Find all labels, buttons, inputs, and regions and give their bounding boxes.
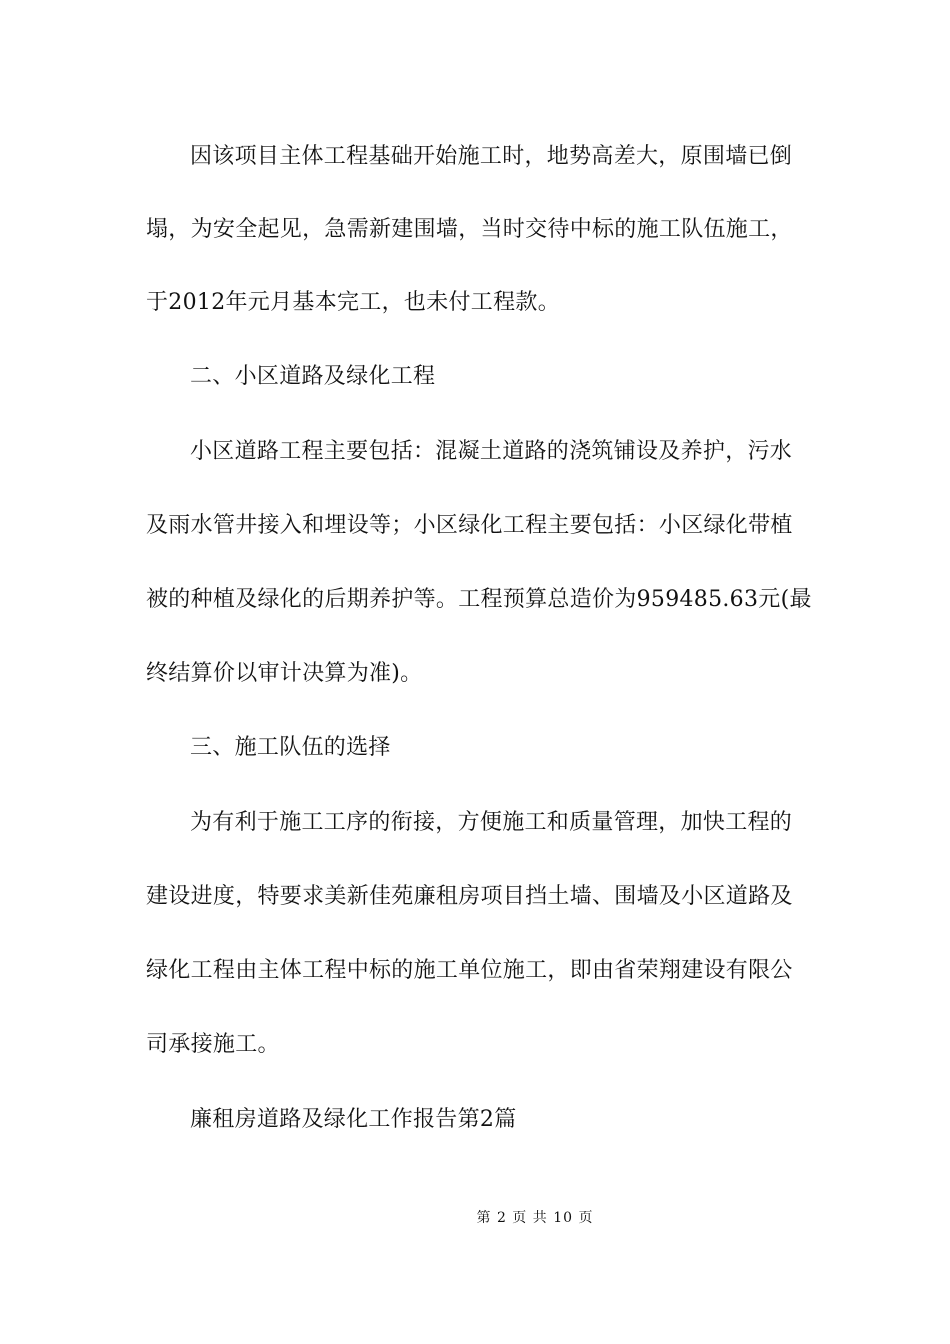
section-heading: 三、施工队伍的选择 [190, 735, 391, 760]
paragraph-line: 司承接施工。 [146, 1032, 280, 1057]
paragraph-line: 绿化工程由主体工程中标的施工单位施工，即由省荣翔建设有限公 [146, 958, 793, 983]
paragraph-line: 为有利于施工工序的衔接，方便施工和质量管理，加快工程的 [190, 810, 793, 835]
page-footer [0, 1208, 950, 1228]
paragraph-line: 建设进度，特要求美新佳苑廉租房项目挡土墙、围墙及小区道路及 [146, 884, 793, 909]
paragraph-line: 及雨水管井接入和埋设等；小区绿化工程主要包括：小区绿化带植 [146, 513, 793, 538]
article-title: 廉租房道路及绿化工作报告第2篇 [190, 1107, 517, 1132]
paragraph-line: 因该项目主体工程基础开始施工时，地势高差大，原围墙已倒 [190, 144, 793, 169]
section-heading: 二、小区道路及绿化工程 [190, 364, 436, 389]
paragraph-line: 被的种植及绿化的后期养护等。工程预算总造价为959485.63元(最 [146, 587, 812, 612]
paragraph-line: 塌，为安全起见，急需新建围墙，当时交待中标的施工队伍施工， [146, 217, 793, 242]
paragraph-line: 于2012年元月基本完工，也未付工程款。 [146, 290, 560, 315]
paragraph-line: 终结算价以审计决算为准)。 [146, 661, 423, 686]
page-number: 第 2 页 共 10 页 [476, 1210, 594, 1226]
paragraph-line: 小区道路工程主要包括：混凝土道路的浇筑铺设及养护，污水 [190, 439, 793, 464]
